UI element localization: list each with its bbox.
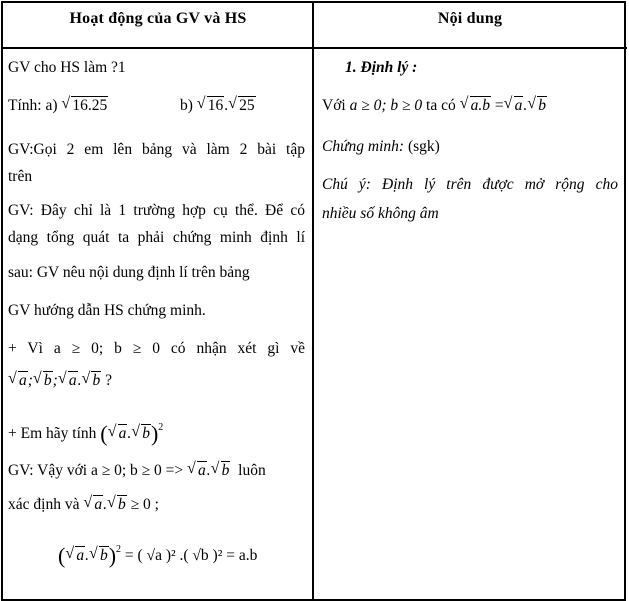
sqrt-16: √ 16 <box>198 96 225 116</box>
left-line-exercise: Tính: a) √ 16.25 b) √ 16. √ 25 <box>8 96 256 116</box>
left-line-call-students-2: trên <box>8 168 33 185</box>
left-line-general-3: sau: GV nêu nội dung định lí trên bảng <box>8 264 250 281</box>
note-line-1: Chú ý: Định lý trên được mở rộng cho <box>322 176 618 193</box>
left-line-roots: √ a; √ b; √ a. √ b ? <box>8 371 112 391</box>
left-line-proof-equation: ( √ a. √ b)$^2$ = ( √a )² .( √b )² = a.b <box>58 540 257 566</box>
proof-line: Chứng minh: (sgk) <box>322 138 440 155</box>
column-divider <box>312 1 314 601</box>
sqrt-16-25: √ 16.25 <box>62 96 108 116</box>
left-line-guide: GV hướng dẫn HS chứng minh. <box>8 302 206 319</box>
left-line-general-1: GV: Đây chỉ là 1 trường hợp cụ thể. Để có <box>8 202 305 219</box>
theorem-statement: Với a ≥ 0; b ≥ 0 ta có √ a.b = √ a. √ b <box>322 96 547 116</box>
left-line-intro: GV cho HS làm ?1 <box>8 59 126 76</box>
note-line-2: nhiều số không âm <box>322 205 439 222</box>
left-line-call-students: GV:Gọi 2 em lên bảng và làm 2 bài tập <box>8 141 305 158</box>
left-line-question: + Vì a ≥ 0; b ≥ 0 có nhận xét gì về <box>8 340 305 357</box>
left-line-conclusion: GV: Vậy với a ≥ 0; b ≥ 0 => √ a. √ b luôn <box>8 461 266 481</box>
header-activities: Hoạt động của GV và HS <box>69 10 247 27</box>
theorem-title: 1. Định lý : <box>345 59 418 76</box>
header-content: Nội dung <box>437 10 503 27</box>
left-line-conclusion-2: xác định và √ a. √ b ≥ 0 ; <box>8 495 159 515</box>
left-line-general-2: dạng tổng quát ta phải chứng minh định lí <box>8 229 305 246</box>
left-line-compute: + Em hãy tính ( √ a. √ b)$^2$ <box>8 418 163 444</box>
header-divider <box>1 47 627 49</box>
sqrt-25: √ 25 <box>229 96 256 116</box>
